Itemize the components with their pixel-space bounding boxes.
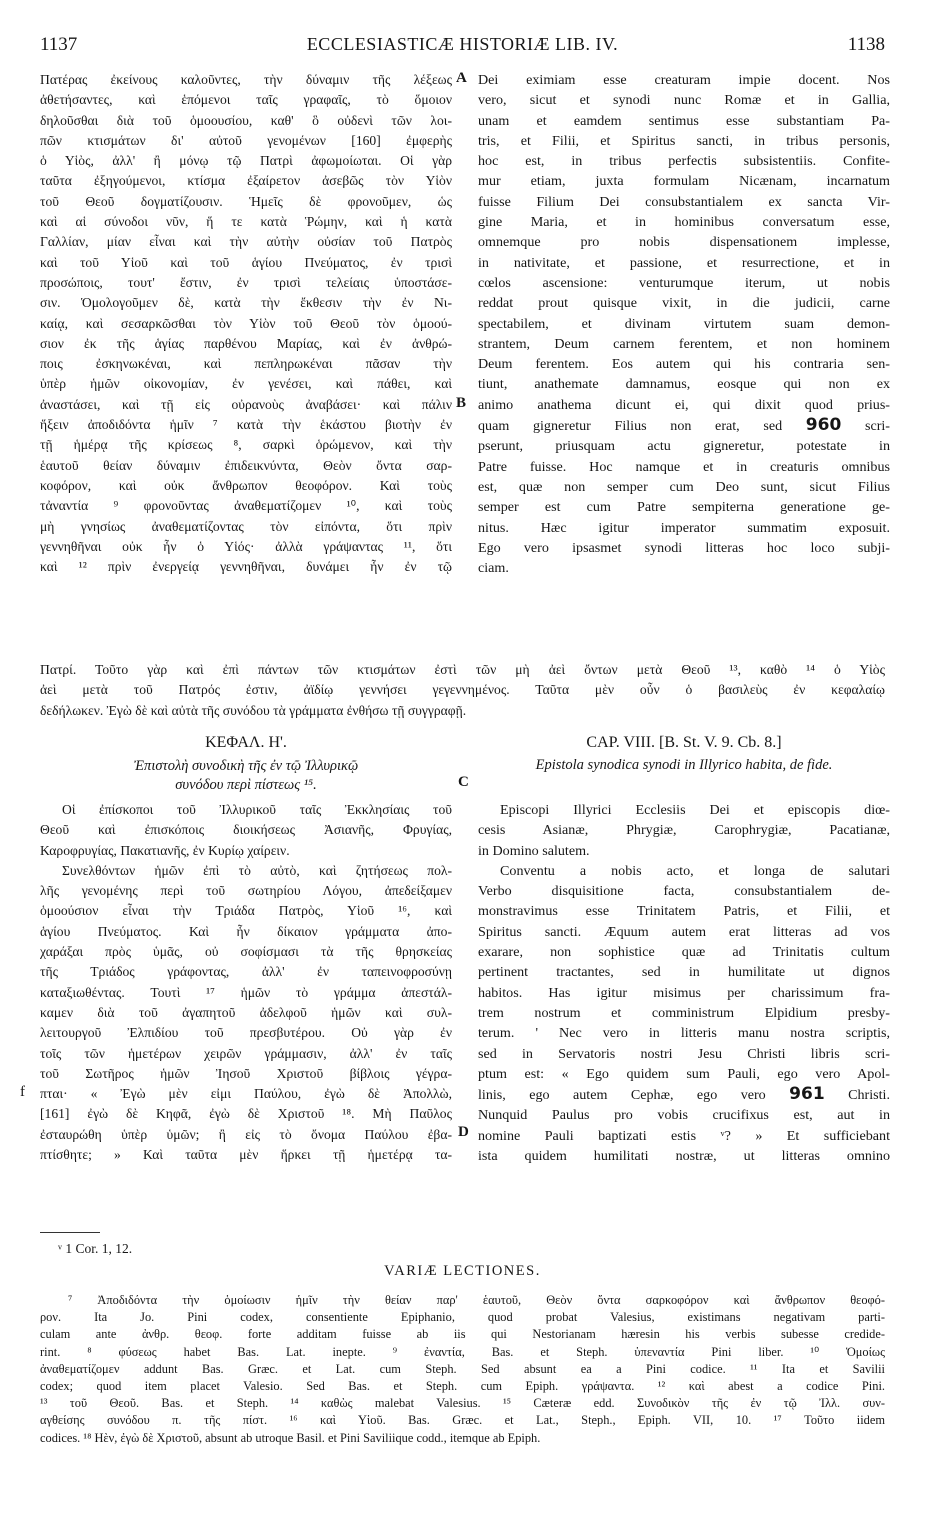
text-line: ποις ἐσκηνωκέναι, καὶ πεπληρωκέναι πᾶσαν τὴν xyxy=(40,356,452,372)
text-line: gine Maria, et in hominibus conversatum esse, xyxy=(478,214,890,231)
running-head xyxy=(40,34,885,60)
margin-letter-b: B xyxy=(456,395,467,411)
text-line: καὶ τοῦ Υἱοῦ καὶ τοῦ ἁγίου Πνεύματος, ἐν τρισὶ xyxy=(40,254,452,270)
text-line: λῆς γενομένης περὶ τοῦ σωτηρίου Λόγου, ἀπεδείξαμεν xyxy=(40,883,452,899)
chapter-subtitle-greek xyxy=(40,757,452,795)
text-line: καμεν διὰ τοῦ ἀγαπητοῦ ἀδελφοῦ ἡμῶν καὶ συλ- xyxy=(40,1004,452,1020)
text-line: unam et eamdem sentimus esse substantiam Pa- xyxy=(478,112,890,129)
text-line: λειτουργοῦ Ἐλπιδίου τοῦ πρεσβυτέρου. Οὐ γὰρ ἐν xyxy=(40,1025,452,1041)
text-line: τἀναντία ⁹ φρονοῦντας ἀναθεματίζομεν ¹⁰, καὶ τοὺς xyxy=(40,498,452,514)
text-line: δεδήλωκεν. Ἐγὼ δὲ καὶ αὐτὰ τῆς συνόδου τὰ γράμματα ἐνθήσω τῇ συγγραφῇ. xyxy=(40,702,467,718)
latin-column-top xyxy=(478,70,890,578)
text-line xyxy=(478,415,890,436)
text-line xyxy=(478,1084,890,1105)
text-line: Verbo disquisitione facta, consubstantialem de- xyxy=(478,883,890,900)
variant-line: ἀναθεματίζομεν addunt Bas. Græc. et Lat. cum Steph. Sed absunt ea a Pini codice. ¹¹ Ita et Savilii xyxy=(40,1361,885,1376)
footnote: ᵛ 1 Cor. 1, 12. xyxy=(58,1241,133,1256)
text-line: Οἱ ἐπίσκοποι τοῦ Ἰλλυρικοῦ ταῖς Ἐκκλησίαις τοῦ xyxy=(62,802,452,817)
text-line: spectabilem, et divinam virtutem suam demon- xyxy=(478,315,890,332)
variant-line: culam ante ἀνθρ. θεοφ. forte additam fuisse ab iis qui Nestorianam hæresin his verbis subesse credide- xyxy=(40,1327,885,1342)
text-line: καίᾳ, καὶ σεσαρκῶσθαι τὸν Υἱὸν τοῦ Θεοῦ τὸν ὁμοού- xyxy=(40,315,452,331)
chapter-subtitle-latin: Epistola synodica synodi in Illyrico habita, de fide. xyxy=(535,757,833,773)
text-fragment: quam gigneretur Filius non erat, sed xyxy=(478,418,783,435)
variant-line: codex; quod item placet Valesio. Sed Bas. et Steph. cum Epiph. γράψαντα. ¹² καὶ abest a codice Pini. xyxy=(40,1379,885,1394)
text-line: fuisse Filium Dei consubstantialem ex sancta Vir- xyxy=(478,193,890,210)
text-line: Συνελθόντων ἡμῶν ἐπὶ τὸ αὐτὸ, καὶ ζητήσεως πολ- xyxy=(62,862,452,878)
text-line: cœlos ascensione: venturumque iterum, ut nobis xyxy=(478,274,890,291)
text-line: tiunt, anathemate damnamus, eosque qui non ex xyxy=(478,376,890,393)
text-line: προσώποις, τουτ' ἔστιν, ἐν τρισὶ τελείαις ὑποστάσε- xyxy=(40,274,452,290)
text-line: Ego vero ipsasmet synodi litteras hoc loco subji- xyxy=(478,539,890,556)
text-line: vero, sicut et synodi nunc Romæ et in Gallia, xyxy=(478,92,890,109)
text-line: ἥξειν ἀποδιδόντα ἡμῖν ⁷ κατὰ τὴν ἑκάστου βιοτὴν ἐν xyxy=(40,417,452,433)
text-line: ἀεὶ μετὰ τοῦ Πατρός ἐστιν, ἀϊδίῳ γεννήσει γεγεννημένος. Ταῦτα μὲν οὖν ὁ βασιλεὺς ἐν κεφαλαίῳ xyxy=(40,682,885,698)
text-line: est, quæ non semper cum Deo sunt, sicut Filius xyxy=(478,478,890,495)
text-line: Πατέρας ἐκείνους καλοῦντες, τὴν δύναμιν τῆς λέξεως xyxy=(40,72,452,87)
text-line: ciam. xyxy=(478,560,509,577)
text-line: Θεοῦ καὶ ἐπισκόποις διοικήσεως Ἀσιανῆς, Φρυγίας, xyxy=(40,822,452,838)
text-line: mur etiam, juxta formulam Nicænam, incarnatum xyxy=(478,173,890,190)
page-number-marker: 961 xyxy=(789,1084,825,1105)
text-line: Deum ferentem. Eos autem qui his contraria sen- xyxy=(478,356,890,373)
variant-line: αγθείσης συνόδου π. τῆς πίστ. ¹⁶ καὶ Υἱοῦ. Bas. Græc. et Lat., Steph., Epiph. VII, 10. ¹⁷ Τοῦτο iidem xyxy=(40,1413,885,1428)
variant-line: rint. ⁸ φύσεως habet Bas. Lat. inepte. ⁹ ἐναντία, Bas. et Steph. ὑπεναντία Pini liber. ¹⁰ Ὁμοίως xyxy=(40,1344,885,1359)
running-title: ECCLESIASTICÆ HISTORIÆ LIB. IV. xyxy=(306,34,619,54)
text-line: ὁμοούσιον εἶναι τὴν Τριάδα Πατρὸς, Υἱοῦ ¹⁶, καὶ xyxy=(40,903,452,919)
text-line: Καροφρυγίας, Πακατιανῆς, ἐν Κυρίῳ χαίρειν. xyxy=(40,842,290,858)
variant-line: ⁷ Ἀποδιδόντα τὴν ὁμοίωσιν ἡμῖν τὴν θείαν παρ' ἑαυτοῦ, Θεὸν ὄντα σαρκοφόρον καὶ ἄνθρωπον θεοφό- xyxy=(68,1293,885,1307)
text-line: γεννηθῆναι οὐκ ἦν ὁ Υἱός· ἀλλὰ γράψαντας ¹¹, ὅτι xyxy=(40,538,452,554)
text-line: Nunquid Paulus pro vobis crucifixus est, aut in xyxy=(478,1107,890,1124)
text-line: in nativitate, et passione, et resurrectione, et in xyxy=(478,254,890,271)
text-line: ἀθετήσαντες, καὶ ἑπόμενοι ταῖς γραφαῖς, τὸ ὅμοιον xyxy=(40,92,452,108)
margin-letter-c: C xyxy=(458,774,469,790)
variant-line: codices. ¹⁸ Ηὲν, ἐγὼ δὲ Χριστοῦ, absunt ab utroque Basil. et Pini Saviliique codd., itemque ab Epiph. xyxy=(40,1430,541,1445)
text-line: χαράξαι πρὸς ὑμᾶς, οὐ σοφίσμασι τὰ τῆς θρησκείας xyxy=(40,944,452,960)
page-number-marker: 960 xyxy=(805,415,842,436)
variae-lectiones xyxy=(40,1292,885,1447)
text-line: σιν. Ὁμολογοῦμεν δὲ, κατὰ τὴν ἔκθεσιν τὴν ἐν Νι- xyxy=(40,295,452,311)
text-line: ὑπὲρ ἡμῶν οἰκονομίαν, ἐν γενέσει, καὶ πάθει, καὶ xyxy=(40,376,452,392)
text-line: pertinent tractantes, sed in humilitate ut dignos xyxy=(478,964,890,981)
text-line: cesis Asianæ, Phrygiæ, Carophrygiæ, Pacatianæ, xyxy=(478,822,890,839)
text-line: terum. ' Nec vero in litteris manu nostra scriptis, xyxy=(478,1025,890,1042)
text-line: monstravimus esse Trinitatem Patris, et Filii, et xyxy=(478,903,890,920)
text-line: καὶ ¹² πρὶν ἐνεργείᾳ γεννηθῆναι, δυνάμει ἦν ἐν τῷ xyxy=(40,559,452,575)
subtitle-line: Ἐπιστολὴ συνοδικὴ τῆς ἐν τῷ Ἰλλυρικῷ xyxy=(133,758,359,774)
text-line: Πατρί. Τοῦτο γὰρ καὶ ἐπὶ πάντων τῶν κτισμάτων ἐστὶ τῶν μὴ ἀεὶ ὄντων μετὰ Θεοῦ ¹³, καθὸ ¹⁴ ὁ Υἱὸς xyxy=(40,662,885,677)
chapter-heading-greek: ΚΕΦΑΛ. Η'. xyxy=(205,734,287,751)
chapter-heading-latin: CAP. VIII. [B. St. V. 9. Cb. 8.] xyxy=(586,734,782,751)
text-fragment: linis, ego autem Cephæ, ego vero xyxy=(478,1087,766,1104)
text-line: ἁγίου Πνεύματος. Καὶ ἦν δίκαιον γράμματα ἀπο- xyxy=(40,923,452,939)
text-line: in Domino salutem. xyxy=(478,842,590,859)
greek-column-top xyxy=(40,70,452,577)
text-line: τοῦ Θεοῦ δογματίζουσιν. Ἡμεῖς δὲ φρονοῦμεν, ὡς xyxy=(40,193,452,209)
latin-column-bottom xyxy=(478,800,890,1166)
text-line: ἐσταυρώθη ὑπὲρ ὑμῶν; ἢ εἰς τὸ ὄνομα Παύλου ἐβα- xyxy=(40,1126,452,1142)
text-line: nitus. Hæc igitur imperator summatim exposuit. xyxy=(478,519,890,536)
text-line: Dei eximiam esse creaturam impie docent. Nos xyxy=(478,72,890,88)
text-line: Patre fuisse. Hoc namque et in creaturis omnibus xyxy=(478,458,890,475)
text-line: sed in Servatoris nostri Jesu Christi libris scri- xyxy=(478,1045,890,1062)
text-line: καὶ αἱ σύνοδοι νῦν, ἥ τε κατὰ Ῥώμην, καὶ ἡ κατὰ xyxy=(40,214,452,230)
variant-line: ¹³ τοῦ Θεοῦ. Bas. et Steph. ¹⁴ καθὼς malebat Valesius. ¹⁵ Cæteræ edd. Συνοδικὸν τῆς ἐν τῷ Ἰλλ. συν- xyxy=(40,1396,885,1411)
text-line: semper est cum Patre sempiterna generatione ge- xyxy=(478,499,890,516)
variant-line: ρον. Ita Jo. Pini codex, consentiente Epiphanio, quod probat Valesius, existimans negativam parti- xyxy=(40,1310,885,1325)
text-line: pserunt, priusquam actu gigneretur, potestate in xyxy=(478,438,890,455)
text-line: τοῖς τῶν ἡμετέρων χειρῶν γράμμασιν, ἀλλ' ἐν ταῖς xyxy=(40,1045,452,1061)
text-line: πται· « Ἐγὼ μὲν εἰμι Παύλου, ἐγὼ δὲ Ἀπολλὼ, xyxy=(40,1086,452,1102)
margin-letter-f: f xyxy=(20,1084,25,1100)
text-line: τῇ ἡμέρᾳ τῆς κρίσεως ⁸, σαρκὶ ὁρώμενον, καὶ τὴν xyxy=(40,437,452,453)
text-line: ptum est: « Ego quidem sum Pauli, ego vero Apol- xyxy=(478,1065,890,1082)
text-line: ἀναστάσει, καὶ τῇ εἰς οὐρανοὺς ἀναβάσει· καὶ πάλιν xyxy=(40,396,452,412)
text-line: ἑαυτοῦ θείαν δύναμιν ἐπιδεικνύντα, Θεὸν ὄντα σαρ- xyxy=(40,457,452,473)
text-line: omnemque pro nobis dispensationem implesse, xyxy=(478,234,890,251)
text-line: tris, et Filii, et Spiritus sancti, in tribus personis, xyxy=(478,132,890,149)
margin-letter-a: A xyxy=(456,70,467,86)
text-line: Spiritus sancti. Æquum autem erat litteras ad vos xyxy=(478,923,890,940)
greek-full-width xyxy=(40,660,885,721)
page-number-right: 1138 xyxy=(847,34,885,55)
text-line: πτίσθητε; » Καὶ ταῦτα μὲν ἥρκει τῇ ἡμετέρᾳ τα- xyxy=(40,1147,452,1163)
text-line: σιον ἐκ τῆς ἁγίας παρθένου Μαρίας, καὶ ἐν ἀνθρώ- xyxy=(40,335,452,351)
variae-lectiones-title: VARIÆ LECTIONES. xyxy=(384,1263,541,1279)
text-line: κοφόρον, καὶ οὐκ ἄνθρωπον θεοφόρον. Καὶ τοὺς xyxy=(40,477,452,493)
text-line: τοῦ Σωτῆρος ἡμῶν Ἰησοῦ Χριστοῦ βίβλοις γέγρα- xyxy=(40,1065,452,1081)
text-fragment: scri- xyxy=(864,418,890,435)
text-line: ista quidem humilitati nostræ, ut litteras omnino xyxy=(478,1148,890,1165)
text-line: nomine Pauli baptizati estis ᵛ? » Et sufficiebant xyxy=(478,1127,890,1144)
text-line: ταῦτα ἐξηγούμενοι, κτίσμα ἐξαίρετον ἀσεβῶς τὸν Υἱὸν xyxy=(40,173,452,189)
text-line: ὁ Υἱὸς, ἀλλ' ἢ μόνῳ τῷ Πατρὶ ἀφωμοίωται. Οἱ γὰρ xyxy=(40,153,452,169)
text-line: habitos. Has igitur misimus per charissimum fra- xyxy=(478,984,890,1001)
text-line: πῶν κτισμάτων δι' αὐτοῦ γενομένων [160] ἐμφερὴς xyxy=(40,132,452,148)
text-line: Episcopi Illyrici Ecclesiis Dei et episcopis diœ- xyxy=(500,802,890,818)
text-line: strantem, Deum carnem ferentem, et non hominem xyxy=(478,335,890,352)
text-line: τῆς Τριάδος γράφοντας, ἀλλ' ἐν ταπεινοφροσύνῃ xyxy=(40,964,452,980)
text-line: hoc est, in tribus perfectis subsistentiis. Confite- xyxy=(478,153,890,170)
subtitle-line: συνόδου περὶ πίστεως ¹⁵. xyxy=(175,777,317,793)
text-line: trem nostrum et comministrum Elpidium presby- xyxy=(478,1004,890,1021)
text-line: μὴ γνησίως ἀναθεματίζοντας τὸν εἰπόντα, ὅτι πρὶν xyxy=(40,518,452,534)
text-line: καταξιωθέντας. Τουτὶ ¹⁷ ἡμῶν τὸ γράμμα ἀπεστάλ- xyxy=(40,984,452,1000)
text-fragment: Christi. xyxy=(848,1087,890,1104)
page-number-left: 1137 xyxy=(40,34,78,55)
text-line: reddat prout quisque vixit, in die judicii, carne xyxy=(478,295,890,312)
text-line: animo anathema dicunt ei, qui dixit quod prius- xyxy=(478,396,890,413)
text-line: [161] ἐγὼ δὲ Κηφᾶ, ἐγὼ δὲ Χριστοῦ ¹⁸. Μὴ Παῦλος xyxy=(40,1106,452,1122)
greek-column-bottom xyxy=(40,800,452,1165)
text-line: exarare, non sophistice quæ ad Trinitatis cultum xyxy=(478,944,890,961)
text-line: δηλοῦσθαι διὰ τοῦ ὁμοουσίου, καθ' ὃ οὐδενὶ τῶν λοι- xyxy=(40,112,452,128)
text-line: Conventu a nobis acto, et longa de salutari xyxy=(500,862,890,879)
text-line: Γαλλίαν, μίαν εἶναι καὶ τὴν αὐτὴν οὐσίαν τοῦ Πατρὸς xyxy=(40,234,452,250)
margin-letter-d: D xyxy=(458,1124,469,1140)
footnote-rule xyxy=(40,1232,100,1233)
